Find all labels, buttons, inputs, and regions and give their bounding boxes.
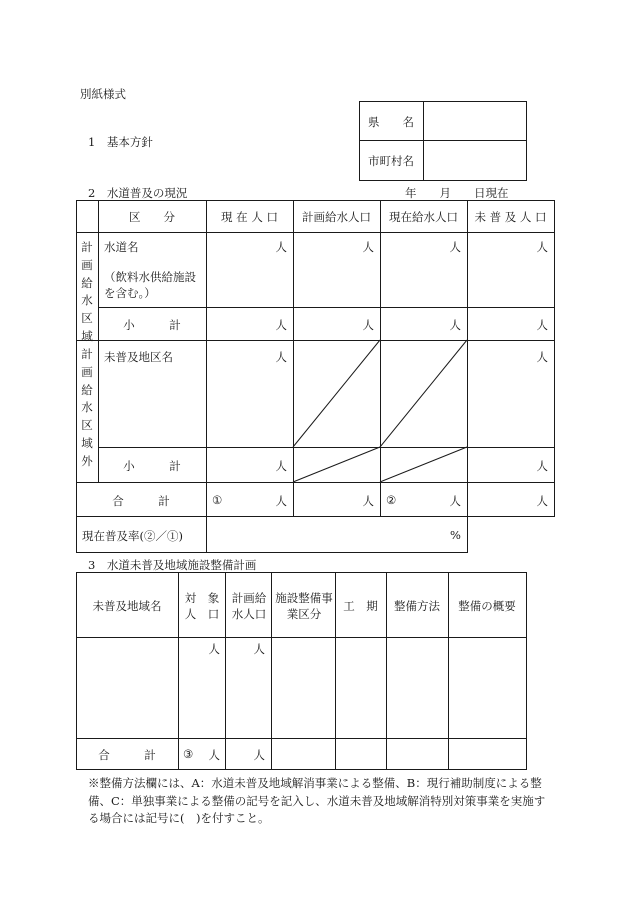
form-label: 別紙様式 <box>80 87 126 101</box>
header-unserved-population: 未 普 及 人 口 <box>474 210 547 224</box>
waterworks-note: （飲料水供給施設を含む。） <box>104 270 196 300</box>
header-planned-population: 計画給水人口 <box>231 591 267 621</box>
side-label-outside-area: 計画給水区域外 <box>81 347 93 468</box>
unit: 人 <box>208 748 220 762</box>
unit: 人 <box>536 459 548 473</box>
header-planned-population: 計画給水人口 <box>302 210 371 224</box>
unit: 人 <box>536 494 548 508</box>
header-category: 区 分 <box>129 210 175 224</box>
mark-2: ② <box>386 493 397 507</box>
section1-title: 1 基本方針 <box>88 135 153 149</box>
coverage-rate-label: 現在普及率(②／①) <box>82 529 183 543</box>
total-label: 合 計 <box>112 494 170 508</box>
header-served-population: 現在給水人口 <box>389 210 458 224</box>
section2-title: 2 水道普及の現況 <box>88 186 188 200</box>
unit: 人 <box>449 318 461 332</box>
header-current-population: 現 在 人 口 <box>221 210 278 224</box>
header-area-name: 未普及地域名 <box>92 599 162 613</box>
header-target-population: 対 象人 口 <box>184 591 220 621</box>
unit: 人 <box>275 350 287 364</box>
unit: 人 <box>253 642 265 656</box>
unit: 人 <box>275 240 287 254</box>
unit: 人 <box>536 350 548 364</box>
unit: 人 <box>362 494 374 508</box>
header-period: 工 期 <box>343 599 378 613</box>
unit: 人 <box>253 748 265 762</box>
subtotal-outside-label: 小 計 <box>123 459 181 473</box>
percent-sign: % <box>450 528 461 542</box>
subtotal-planned-label: 小 計 <box>123 318 181 332</box>
unit: 人 <box>536 318 548 332</box>
prefecture-label: 県 名 <box>368 115 414 129</box>
header-facility-class: 施設整備事業区分 <box>275 591 333 621</box>
waterworks-name-label: 水道名 <box>104 240 139 254</box>
unit: 人 <box>362 318 374 332</box>
unit: 人 <box>275 459 287 473</box>
mark-1: ① <box>212 493 223 507</box>
unit: 人 <box>536 240 548 254</box>
side-label-planned-area: 計画給水区域 <box>81 240 93 343</box>
mark-3: ③ <box>183 747 194 761</box>
plan-total-label: 合 計 <box>98 748 156 762</box>
unit: 人 <box>275 494 287 508</box>
unit: 人 <box>275 318 287 332</box>
footnote: ※整備方法欄には、A：水道未普及地域解消事業による整備、B：現行補助制度による整備、C：単独事業による整備の記号を記入し、水道未普及地域解消特別対策事業を実施する場合には記号に( )を付すこと。 <box>88 776 546 825</box>
header-method: 整備方法 <box>394 599 440 613</box>
as-of-date: 年 月 日現在 <box>405 186 509 200</box>
city-label: 市町村名 <box>368 154 414 168</box>
unit: 人 <box>449 240 461 254</box>
unserved-area-name-label: 未普及地区名 <box>104 350 173 364</box>
section3-title: 3 水道未普及地域施設整備計画 <box>88 558 257 572</box>
unit: 人 <box>449 494 461 508</box>
unit: 人 <box>208 642 220 656</box>
unit: 人 <box>362 240 374 254</box>
header-overview: 整備の概要 <box>458 599 516 613</box>
